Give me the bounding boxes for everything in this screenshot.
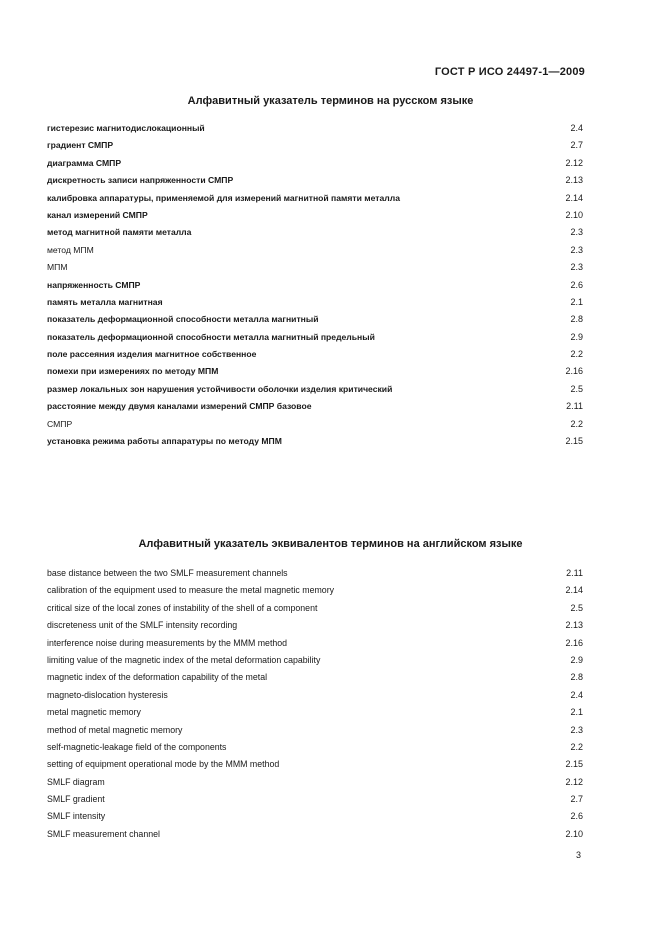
russian-term-row	[47, 173, 583, 190]
term-reference: 2.2	[570, 418, 583, 429]
english-term-row	[47, 601, 583, 618]
term-text: метод магнитной памяти металла	[47, 227, 192, 238]
russian-term-row	[47, 364, 583, 381]
term-text: размер локальных зон нарушения устойчивости оболочки изделия критический	[47, 383, 393, 394]
term-reference: 2.8	[570, 314, 583, 325]
term-reference: 2.4	[570, 689, 583, 700]
term-text: гистерезис магнитодислокационный	[47, 123, 205, 133]
english-term-row	[47, 705, 583, 722]
term-reference: 2.1	[570, 707, 583, 718]
term-text: поле рассеяния изделия магнитное собственное	[47, 349, 257, 360]
term-text: СМПР	[47, 418, 73, 429]
term-text: градиент СМПР	[47, 140, 114, 151]
russian-term-row	[47, 347, 583, 364]
english-term-row	[47, 566, 583, 583]
english-term-row	[47, 775, 583, 792]
term-text: self-magnetic-leakage field of the components	[47, 741, 227, 752]
english-term-row	[47, 809, 583, 826]
russian-index-title: Алфавитный указатель терминов на русском языке	[187, 95, 474, 107]
russian-term-row	[47, 382, 583, 399]
english-term-list	[47, 566, 583, 844]
term-reference: 2.9	[570, 331, 583, 342]
russian-term-row	[47, 121, 583, 138]
term-reference: 2.5	[570, 383, 583, 394]
english-index-title: Алфавитный указатель эквивалентов терминов на английском языке	[138, 538, 523, 550]
english-term-row	[47, 688, 583, 705]
russian-term-row	[47, 191, 583, 208]
term-reference: 2.8	[570, 672, 583, 683]
russian-term-row	[47, 225, 583, 242]
term-reference: 2.10	[565, 209, 583, 220]
term-text: напряженность СМПР	[47, 279, 141, 290]
term-text: диаграмма СМПР	[47, 157, 122, 168]
russian-term-row	[47, 243, 583, 260]
term-reference: 2.15	[565, 436, 583, 447]
term-text: setting of equipment operational mode by the MMM method	[47, 759, 280, 770]
term-text: помехи при измерениях по методу МПМ	[47, 366, 219, 377]
term-text: установка режима работы аппаратуры по методу МПМ	[47, 436, 282, 447]
term-text: показатель деформационной способности металла магнитный предельный	[47, 331, 375, 342]
term-text: base distance between the two SMLF measurement channels	[47, 568, 288, 578]
term-text: память металла магнитная	[47, 296, 163, 307]
page-number: 3	[575, 850, 581, 860]
term-reference: 2.3	[570, 244, 583, 255]
term-reference: 2.6	[570, 811, 583, 822]
term-text: calibration of the equipment used to measure the metal magnetic memory	[47, 585, 335, 596]
term-reference: 2.15	[565, 759, 583, 770]
term-reference: 2.14	[565, 192, 583, 203]
term-text: method of metal magnetic memory	[47, 724, 183, 735]
term-reference: 2.6	[570, 279, 583, 290]
english-term-row	[47, 670, 583, 687]
term-reference: 2.12	[565, 157, 583, 168]
term-reference: 2.13	[565, 175, 583, 186]
russian-term-row	[47, 295, 583, 312]
term-reference: 2.3	[570, 724, 583, 735]
document-code-header: ГОСТ Р ИСО 24497-1—2009	[434, 66, 585, 78]
term-reference: 2.2	[570, 741, 583, 752]
russian-term-row	[47, 208, 583, 225]
term-reference: 2.3	[570, 227, 583, 238]
term-text: SMLF diagram	[47, 776, 105, 787]
russian-term-row	[47, 434, 583, 451]
russian-term-row	[47, 399, 583, 416]
russian-term-row	[47, 312, 583, 329]
term-reference: 2.4	[570, 123, 583, 133]
english-term-row	[47, 827, 583, 844]
term-text: magnetic index of the deformation capability of the metal	[47, 672, 268, 683]
term-text: калибровка аппаратуры, применяемой для измерений магнитной памяти металла	[47, 192, 400, 203]
english-term-row	[47, 636, 583, 653]
term-text: metal magnetic memory	[47, 707, 141, 718]
term-text: magneto-dislocation hysteresis	[47, 689, 168, 700]
term-text: метод МПМ	[47, 244, 94, 255]
term-reference: 2.16	[565, 637, 583, 648]
term-text: МПМ	[47, 262, 68, 273]
term-reference: 2.3	[570, 262, 583, 273]
term-text: interference noise during measurements by the MMM method	[47, 637, 288, 648]
term-reference: 2.12	[565, 776, 583, 787]
russian-term-row	[47, 156, 583, 173]
english-term-row	[47, 583, 583, 600]
english-term-row	[47, 792, 583, 809]
term-text: discreteness unit of the SMLF intensity recording	[47, 620, 238, 631]
russian-term-row	[47, 278, 583, 295]
term-text: critical size of the local zones of instability of the shell of a component	[47, 602, 318, 613]
term-text: SMLF gradient	[47, 794, 105, 805]
term-reference: 2.7	[570, 140, 583, 151]
term-reference: 2.1	[570, 296, 583, 307]
term-reference: 2.10	[565, 828, 583, 839]
russian-term-list	[47, 121, 583, 451]
term-reference: 2.16	[565, 366, 583, 377]
term-reference: 2.5	[570, 602, 583, 613]
term-text: limiting value of the magnetic index of the metal deformation capability	[47, 654, 321, 665]
term-text: дискретность записи напряженности СМПР	[47, 175, 234, 186]
term-reference: 2.2	[570, 349, 583, 360]
term-reference: 2.7	[570, 794, 583, 805]
russian-term-row	[47, 417, 583, 434]
russian-term-row	[47, 330, 583, 347]
term-reference: 2.14	[565, 585, 583, 596]
english-term-row	[47, 740, 583, 757]
english-term-row	[47, 653, 583, 670]
term-reference: 2.9	[570, 654, 583, 665]
term-text: SMLF intensity	[47, 811, 106, 822]
english-term-row	[47, 723, 583, 740]
russian-term-row	[47, 138, 583, 155]
term-reference: 2.13	[565, 620, 583, 631]
russian-term-row	[47, 260, 583, 277]
term-text: показатель деформационной способности металла магнитный	[47, 314, 319, 325]
term-text: расстояние между двумя каналами измерений СМПР базовое	[47, 401, 312, 412]
term-reference: 2.11	[566, 568, 583, 578]
term-reference: 2.11	[566, 401, 583, 412]
english-term-row	[47, 757, 583, 774]
term-text: канал измерений СМПР	[47, 209, 148, 220]
term-text: SMLF measurement channel	[47, 828, 160, 839]
english-term-row	[47, 618, 583, 635]
